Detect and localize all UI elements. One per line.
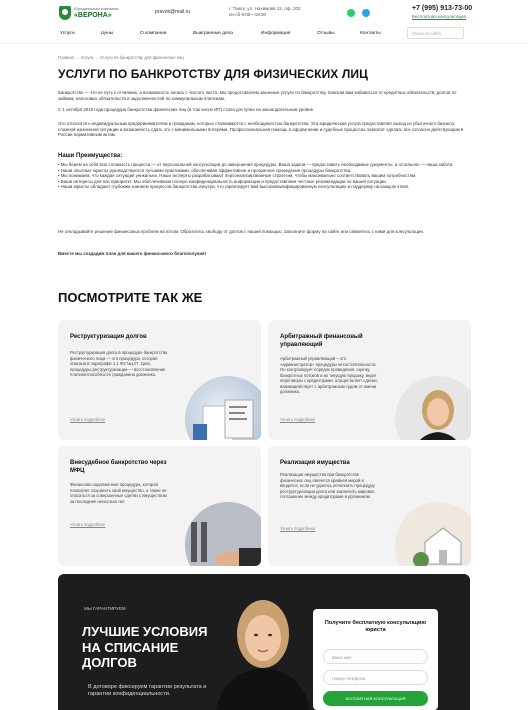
search-input[interactable]: Поиск по сайту xyxy=(407,27,464,39)
nav-item-about[interactable]: О компании xyxy=(140,30,167,36)
nav-item-services[interactable]: Услуги xyxy=(60,30,75,36)
card-more-link[interactable]: Узнать подробнее xyxy=(280,526,316,531)
advantages-list xyxy=(58,162,468,190)
telegram-icon[interactable] xyxy=(362,9,370,17)
cta-paragraph: Не откладывайте решение финансовых проблем на потом. Обратитесь свободу от долгов с нашей помощью. Заполните форму на сайте или свяжитесь с нами для консультации. xyxy=(58,229,424,234)
lawyer-photo xyxy=(208,588,318,710)
card-more-link[interactable]: Узнать подробнее xyxy=(280,417,316,422)
form-title: Получите бесплатную консультацию юриста xyxy=(324,620,427,633)
free-consultation-link[interactable]: Бесплатная консультация xyxy=(412,14,466,19)
list-item: • Наши юристы обладают глубоким знанием процессов банкротства изнутри, что гарантирует вам высококвалифицированную консультацию и поддержку на каждом этапе. xyxy=(58,184,410,190)
address-text: г. Томск, ул. Нахимова 12, оф. 203 xyxy=(229,6,301,11)
working-hours: пн-сб 9:00—18:00 xyxy=(229,12,267,17)
breadcrumb[interactable]: Главная → Услуги → Услуги по банкротству для физических лиц xyxy=(58,55,184,60)
card-title: Реструктуризация долгов xyxy=(70,334,147,340)
card-description: Реализация имущества при банкротстве физических лиц является крайней мерой и вводится, если не удалось исполнить процедуру реструктуризации долга или заключить мировое соглашение между кредиторами и должником. xyxy=(280,472,375,499)
address-block xyxy=(229,6,339,18)
guarantee-tag: МЫ ГАРАНТИРУЕМ xyxy=(84,606,126,611)
service-card-restructuring[interactable] xyxy=(58,320,261,440)
intro-paragraph-2: С 1 октября 2015 года процедура банкротства физических лиц (в том числе ИП) стала доступна на законодательном уровне. xyxy=(58,107,315,112)
phone-field[interactable]: Номер телефона xyxy=(323,670,428,685)
advantages-title: Наши Преимущества: xyxy=(58,153,123,159)
nav-item-contacts[interactable]: Контакты xyxy=(360,30,381,36)
list-item: • Наши опытные юристы руководствуются лучшими практиками, обеспечивая эффективное и прозрачное проведение процедуры банкротства. xyxy=(58,167,352,173)
nav-item-info[interactable]: Информация xyxy=(261,30,291,36)
nav-item-cases[interactable]: Выигранные дела xyxy=(193,30,233,36)
name-field[interactable]: Ваше имя xyxy=(323,649,428,664)
guarantee-headline: ЛУЧШИЕ УСЛОВИЯ НА СПИСАНИЕ ДОЛГОВ xyxy=(82,624,208,670)
phone-link[interactable]: +7 (995) 913-73-00 xyxy=(412,5,473,12)
consultation-form xyxy=(313,609,438,710)
intro-paragraph-3: Это относится к индивидуальным предпринимателям и гражданам, которые сталкиваются с необходимостью банкротства. Эта юридическая услуга предоставляет выход из убыточного бизнеса, сложной жизненной ситуации и возможность сдать это с минимальными потерями. Профессиональная помощь в оформлении и судебных процессах позволит сделать все согласно действующим в России нормативным актам. xyxy=(58,121,464,138)
cta-bold: Вместе мы создадим план для вашего финансового благополучия! xyxy=(58,251,207,256)
whatsapp-icon[interactable] xyxy=(347,9,355,17)
intro-paragraph-1: Банкротство — это не путь к отчаянию, а возможность начать с чистого листа. Мы предоставляем законные услуги по банкротству, помогая вам избавиться от кредитных обязательств, долгов по займам, налоговых обязательств и задолженностей по коммунальным платежам. xyxy=(58,90,457,101)
card-title: Внесудебное банкротство через МФЦ xyxy=(70,460,167,474)
list-item: • Мы понимаем, что каждая ситуация уникальна. Наши эксперты разрабатывают персонализированные стратегии, чтобы максимально соответствовать вашим потребностям. xyxy=(58,173,417,179)
list-item: • Ваши интересы для нас приоритет. Мы обеспечиваем полную конфиденциальность информации и предоставляем честные рекомендации по вашей ситуации. xyxy=(58,178,387,184)
service-card-mfc[interactable] xyxy=(58,446,261,566)
brand-subtitle: Юридическая компания xyxy=(74,6,119,11)
guarantee-banner xyxy=(58,574,470,710)
card-description: Арбитражный управляющий – это «администратор» процедуры несостоятельности. Он контролирует порядок проведения, оценку банкротных потоков и их текущую продажу, ведет переговоры с кредиторами, осуществляет сделки, взаимодействует с арбитражным судом от имени должника. xyxy=(280,356,378,394)
list-item: • Мы берем на себя всю сложность процесса — от персональной консультации до завершения процедуры. Ваша задача — предоставить необходимые документы, а остальное — наша забота. xyxy=(58,162,454,167)
lawyer-portrait-image xyxy=(395,376,471,440)
email-link[interactable]: pravok@mail.ru xyxy=(155,9,191,15)
card-title: Арбитражный финансовый управляющий xyxy=(280,334,363,348)
card-more-link[interactable]: Узнать подробнее xyxy=(70,522,106,527)
house-keys-image xyxy=(395,502,471,566)
card-description: Реструктуризация долга в процедуре банкротства физического лица — это процедура, которая описана в параграфе 1.1 ФЗ №127. Цель процедуры реструктуризации — восстановление платежеспособности гражданина должника. xyxy=(70,350,168,377)
documents-image xyxy=(185,376,261,440)
card-title: Реализация имущества xyxy=(280,460,350,466)
service-card-manager[interactable] xyxy=(268,320,471,440)
card-description: Финансово-задолженная процедура, которая позволяет сохранить свой имущество, а также не опасаться за совершенные сделки с имуществом за последние несколько лет. xyxy=(70,482,167,504)
brand-name[interactable]: «ВЕРОНА» xyxy=(74,12,112,19)
handshake-image xyxy=(185,502,261,566)
service-card-property[interactable] xyxy=(268,446,471,566)
guarantee-subtitle: В договоре фиксируем гарантии результата и гарантии конфиденциальности. xyxy=(88,684,207,697)
logo-icon[interactable] xyxy=(59,6,71,20)
nav-item-prices[interactable]: Цены xyxy=(101,30,114,36)
nav-item-reviews[interactable]: Отзывы xyxy=(317,30,335,36)
page-title: УСЛУГИ ПО БАНКРОТСТВУ ДЛЯ ФИЗИЧЕСКИХ ЛИЦ xyxy=(58,67,368,81)
see-also-title: ПОСМОТРИТЕ ТАК ЖЕ xyxy=(58,290,203,305)
card-more-link[interactable]: Узнать подробнее xyxy=(70,417,106,422)
consultation-submit-button[interactable]: БЕСПЛАТНАЯ КОНСУЛЬТАЦИЯ xyxy=(323,691,428,706)
site-header xyxy=(0,0,528,44)
